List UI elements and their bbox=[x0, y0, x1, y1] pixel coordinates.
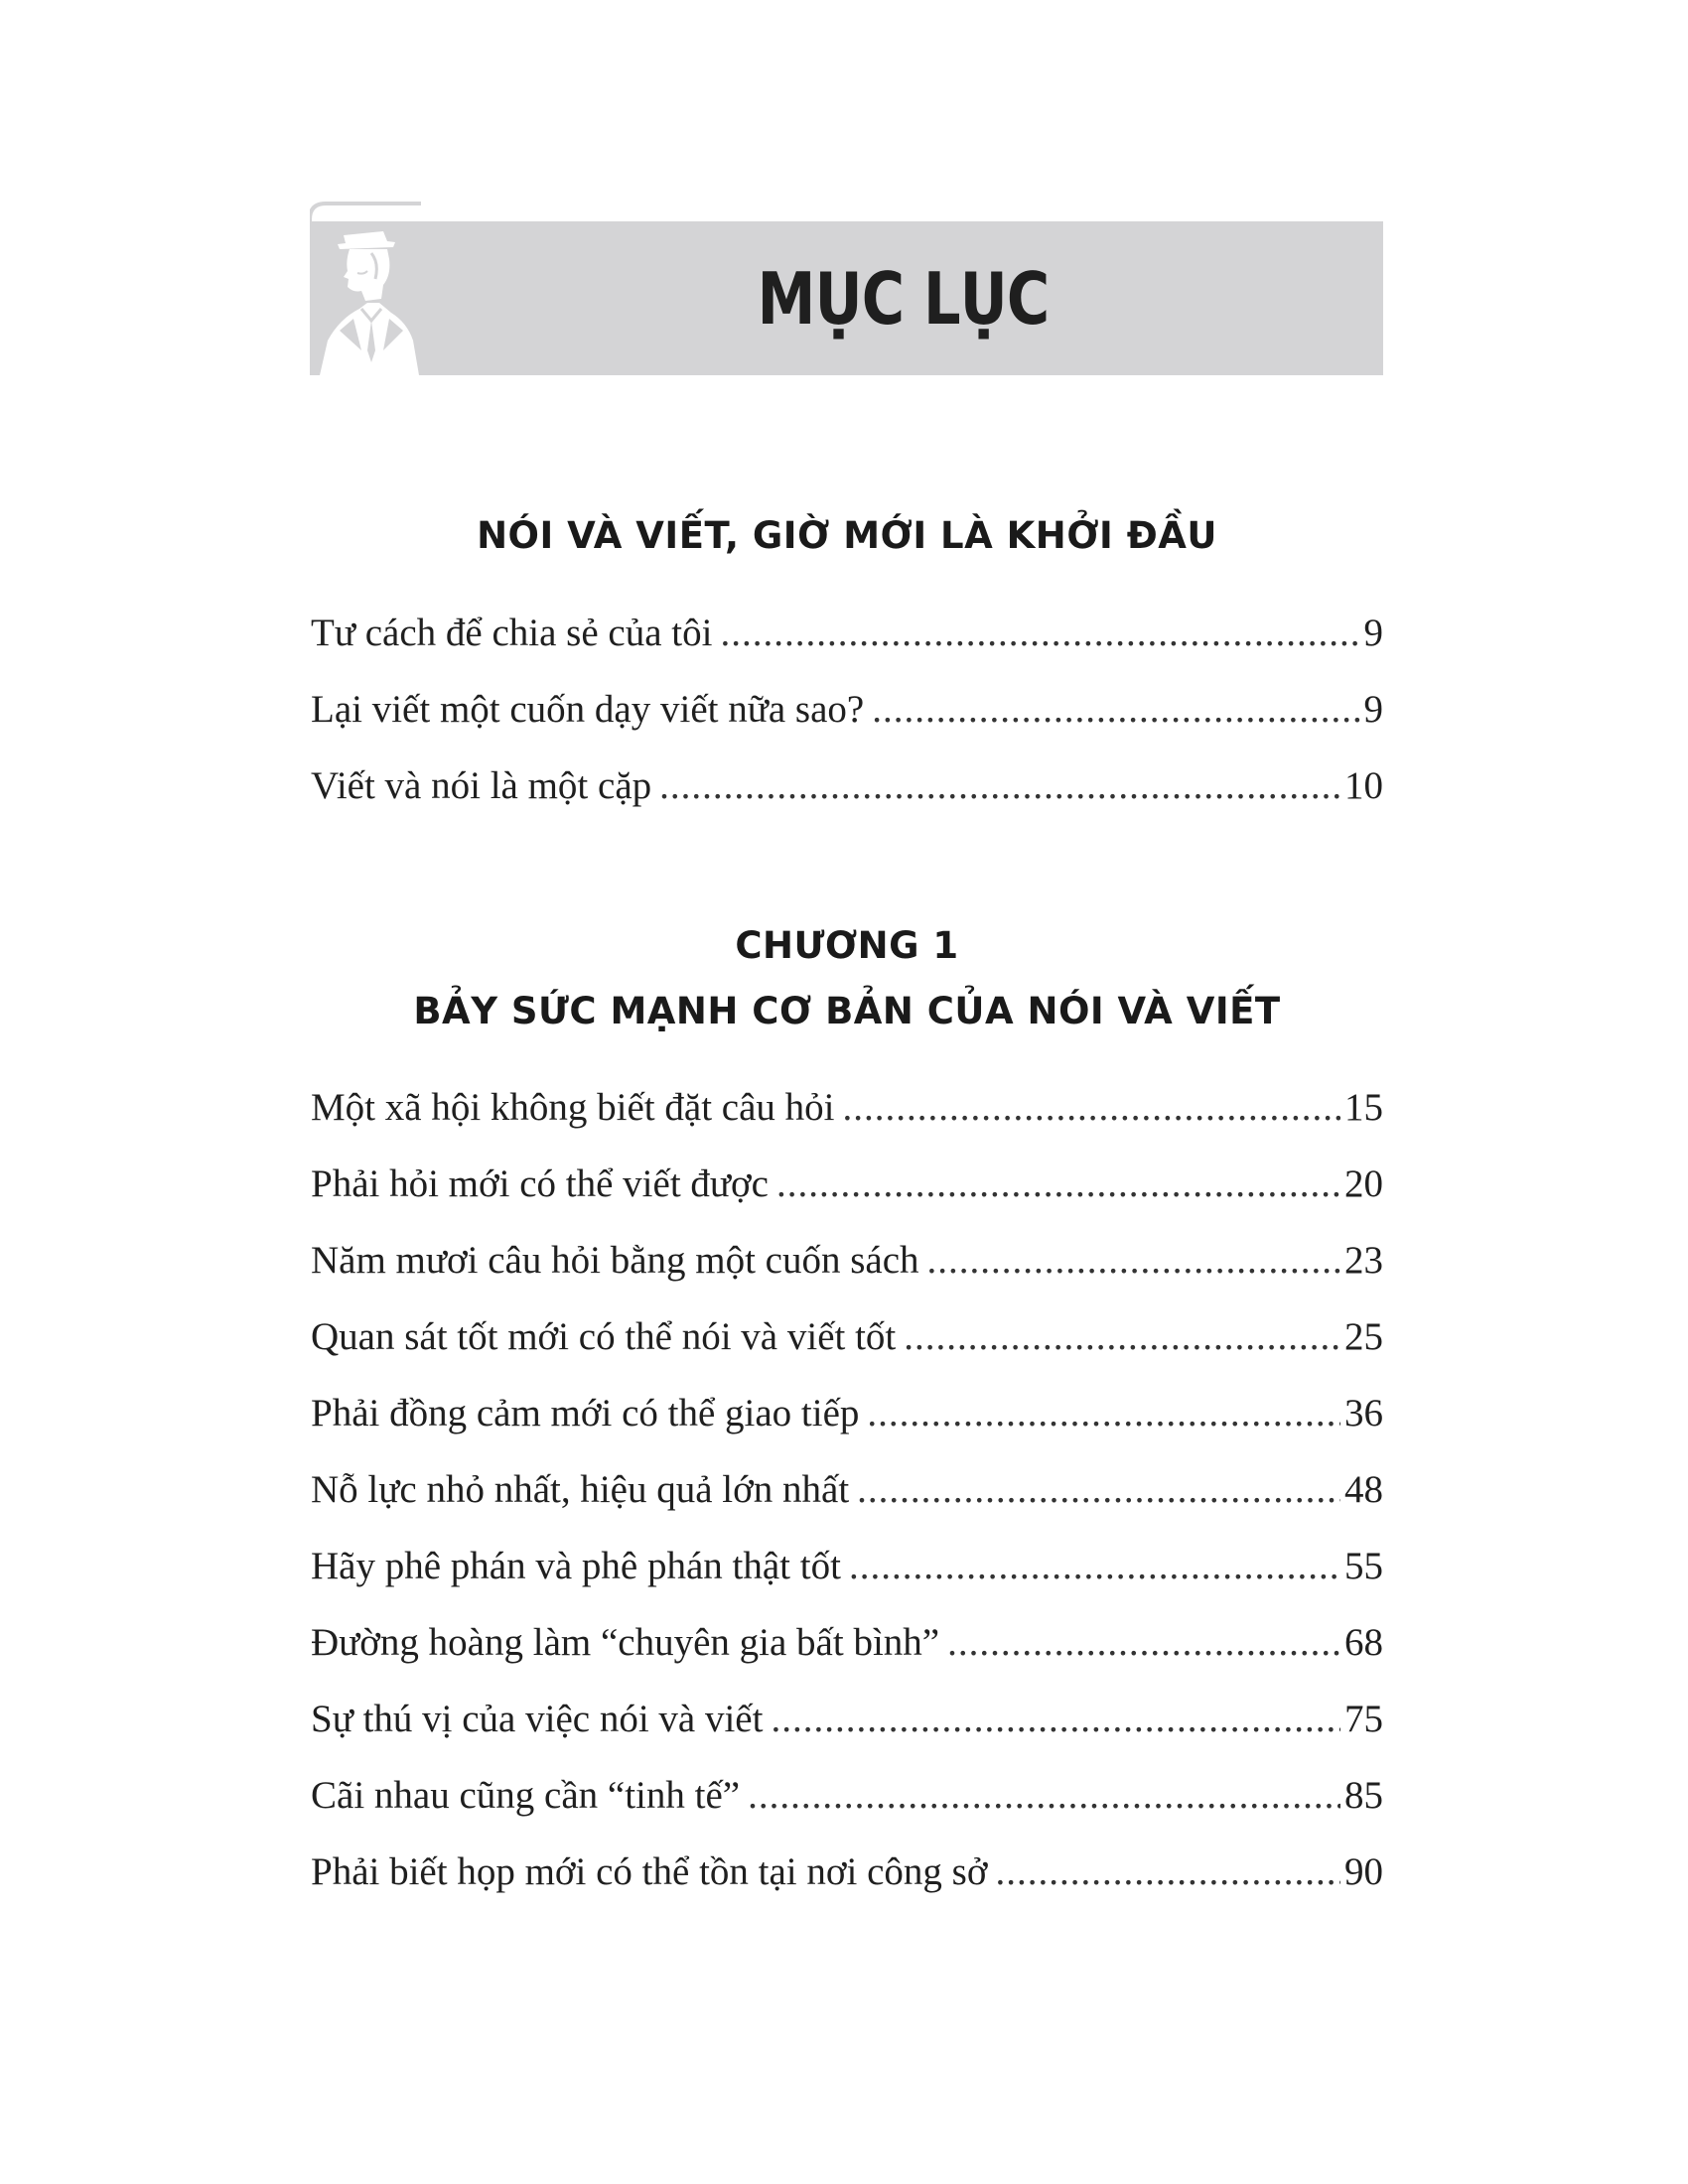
toc-list-intro bbox=[311, 611, 1383, 840]
toc-entry[interactable] bbox=[311, 1161, 1383, 1238]
dot-leader bbox=[927, 1238, 1340, 1283]
toc-entry-page: 15 bbox=[1344, 1086, 1383, 1129]
dot-leader bbox=[947, 1620, 1340, 1665]
gentleman-silhouette-icon bbox=[310, 202, 421, 375]
toc-entry[interactable] bbox=[311, 1620, 1383, 1697]
toc-entry-page: 9 bbox=[1363, 688, 1383, 731]
toc-entry-title: Quan sát tốt mới có thể nói và viết tốt bbox=[311, 1315, 897, 1358]
toc-entry[interactable] bbox=[311, 1544, 1383, 1620]
toc-entry-title: Sự thú vị của việc nói và viết bbox=[311, 1698, 764, 1740]
toc-entry-page: 48 bbox=[1344, 1468, 1383, 1511]
toc-entry-title: Phải đồng cảm mới có thể giao tiếp bbox=[311, 1392, 860, 1434]
toc-entry-page: 25 bbox=[1344, 1315, 1383, 1358]
dot-leader bbox=[720, 611, 1359, 655]
toc-entry[interactable] bbox=[311, 1849, 1383, 1926]
dot-leader bbox=[771, 1697, 1340, 1741]
toc-entry-page: 85 bbox=[1344, 1774, 1383, 1817]
toc-entry-title: Năm mươi câu hỏi bằng một cuốn sách bbox=[311, 1239, 919, 1282]
toc-entry-page: 20 bbox=[1344, 1162, 1383, 1205]
section-heading-chapter-1 bbox=[311, 913, 1383, 1044]
toc-entry-page: 9 bbox=[1363, 612, 1383, 654]
dot-leader bbox=[849, 1544, 1340, 1588]
dot-leader bbox=[872, 687, 1359, 732]
toc-entry-page: 68 bbox=[1344, 1621, 1383, 1664]
toc-entry-title: Cãi nhau cũng cần “tinh tế” bbox=[311, 1774, 741, 1817]
toc-entry-title: Hãy phê phán và phê phán thật tốt bbox=[311, 1545, 841, 1587]
toc-entry[interactable] bbox=[311, 1391, 1383, 1467]
toc-entry-page: 23 bbox=[1344, 1239, 1383, 1282]
toc-entry-page: 36 bbox=[1344, 1392, 1383, 1434]
toc-entry[interactable] bbox=[311, 1697, 1383, 1773]
toc-entry-page: 10 bbox=[1344, 764, 1383, 807]
dot-leader bbox=[776, 1161, 1340, 1206]
dot-leader bbox=[843, 1085, 1341, 1130]
toc-entry-title: Viết và nói là một cặp bbox=[311, 764, 652, 807]
toc-entry[interactable] bbox=[311, 1773, 1383, 1849]
toc-entry-title: Phải hỏi mới có thể viết được bbox=[311, 1162, 769, 1205]
toc-entry-title: Phải biết họp mới có thể tồn tại nơi công sở bbox=[311, 1850, 988, 1893]
toc-entry-title: Đường hoàng làm “chuyên gia bất bình” bbox=[311, 1621, 940, 1664]
toc-entry[interactable] bbox=[311, 1238, 1383, 1314]
toc-entry[interactable] bbox=[311, 1314, 1383, 1391]
dot-leader bbox=[867, 1391, 1340, 1435]
toc-entry[interactable] bbox=[311, 1085, 1383, 1161]
section-heading-line: CHƯƠNG 1 bbox=[735, 924, 959, 967]
toc-entry-title: Nỗ lực nhỏ nhất, hiệu quả lớn nhất bbox=[311, 1468, 850, 1511]
toc-entry[interactable] bbox=[311, 687, 1383, 763]
dot-leader bbox=[659, 763, 1340, 808]
toc-entry-title: Tư cách để chia sẻ của tôi bbox=[311, 612, 713, 654]
toc-entry-title: Lại viết một cuốn dạy viết nữa sao? bbox=[311, 688, 865, 731]
toc-entry-page: 90 bbox=[1344, 1850, 1383, 1893]
toc-entry[interactable] bbox=[311, 611, 1383, 687]
toc-entry-page: 75 bbox=[1344, 1698, 1383, 1740]
dot-leader bbox=[904, 1314, 1340, 1359]
toc-entry-title: Một xã hội không biết đặt câu hỏi bbox=[311, 1086, 835, 1129]
toc-entry[interactable] bbox=[311, 763, 1383, 840]
toc-list-chapter-1 bbox=[311, 1085, 1383, 1926]
page-title: MỤC LỤC bbox=[757, 256, 1050, 341]
toc-entry-page: 55 bbox=[1344, 1545, 1383, 1587]
section-heading-line: NÓI VÀ VIẾT, GIỜ MỚI LÀ KHỞI ĐẦU bbox=[477, 514, 1217, 557]
dot-leader bbox=[995, 1849, 1340, 1894]
section-heading-intro bbox=[311, 503, 1383, 569]
section-heading-line: BẢY SỨC MẠNH CƠ BẢN CỦA NÓI VÀ VIẾT bbox=[413, 990, 1281, 1032]
toc-entry[interactable] bbox=[311, 1467, 1383, 1544]
dot-leader bbox=[748, 1773, 1340, 1818]
dot-leader bbox=[857, 1467, 1340, 1512]
